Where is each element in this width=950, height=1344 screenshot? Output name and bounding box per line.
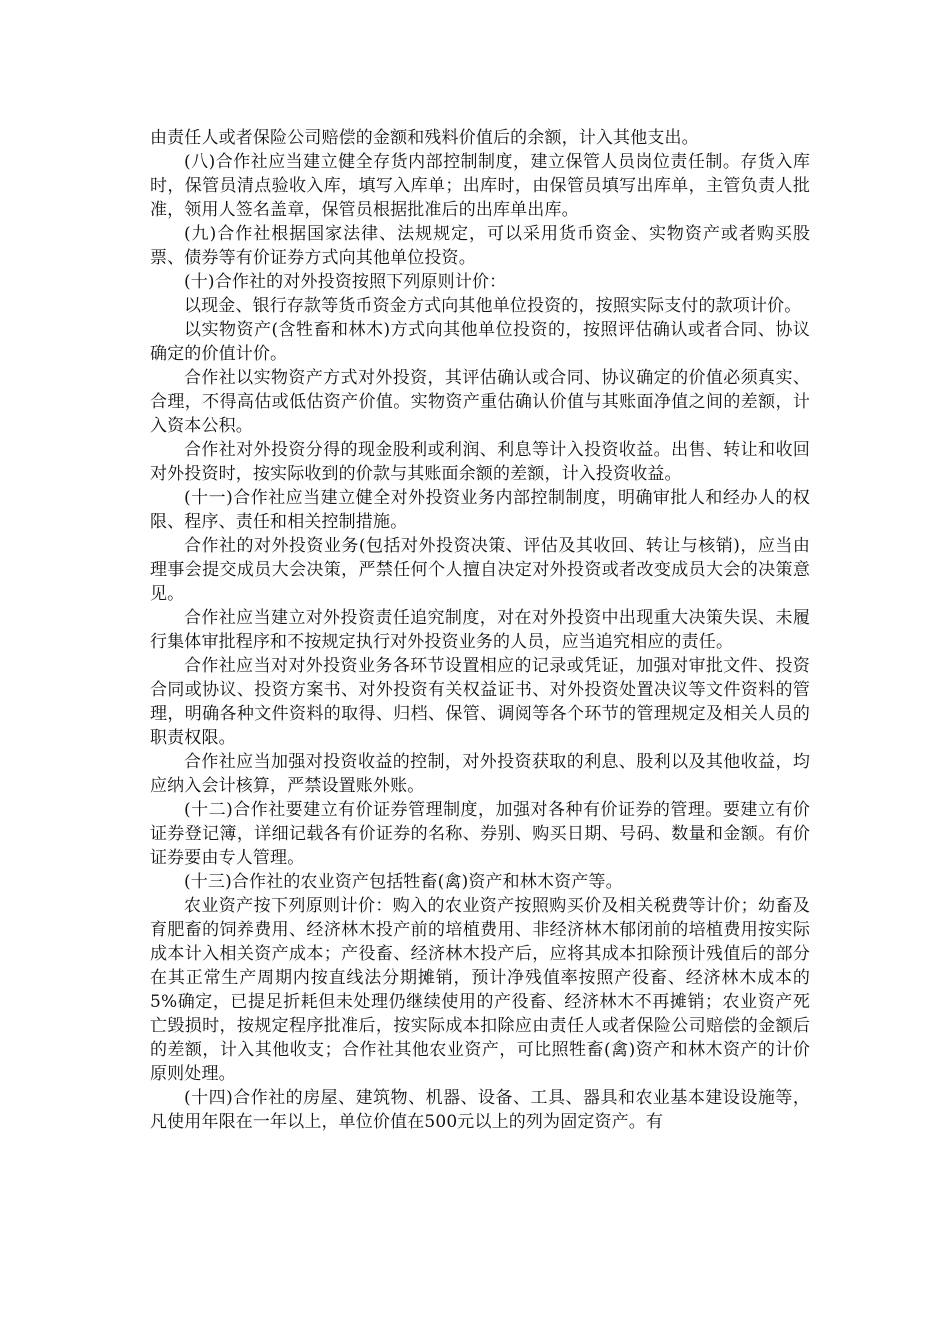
paragraph: 农业资产按下列原则计价：购入的农业资产按照购买价及相关税费等计价；幼畜及育肥畜的饲养费用、经济林木投产前的培植费用、非经济林木郁闭前的培植费用按实际成本计入相关资产成本；产役畜、经济林木投产后，应将其成本扣除预计残值后的部分在其正常生产周期内按直线法分期摊销，预计净残值率按照产役畜、经济林木成本的5%确定，已提足折耗但未处理仍继续使用的产役畜、经济林木不再摊销；农业资产死亡毁损时，按规定程序批准后，按实际成本扣除应由责任人或者保险公司赔偿的金额后的差额，计入其他收支；合作社其他农业资产，可比照牲畜(禽)资产和林木资产的计价原则处理。: [150, 896, 810, 1084]
paragraph: 合作社的对外投资业务(包括对外投资决策、评估及其收回、转让与核销)，应当由理事会提交成员大会决策，严禁任何个人擅自决定对外投资或者改变成员大会的决策意见。: [150, 536, 810, 604]
paragraph: (十三)合作社的农业资产包括牲畜(禽)资产和林木资产等。: [184, 872, 623, 892]
paragraph: (十四)合作社的房屋、建筑物、机器、设备、工具、器具和农业基本建设设施等，凡使用年限在一年以上，单位价值在500元以上的列为固定资产。有: [150, 1088, 810, 1132]
paragraph: 合作社应当对对外投资业务各环节设置相应的记录或凭证，加强对审批文件、投资合同或协议、投资方案书、对外投资有关权益证书、对外投资处置决议等文件资料的管理，明确各种文件资料的取得、归档、保管、调阅等各个环节的管理规定及相关人员的职责权限。: [150, 656, 810, 748]
paragraph: 以现金、银行存款等货币资金方式向其他单位投资的，按照实际支付的款项计价。: [184, 296, 802, 316]
paragraph: (九)合作社根据国家法律、法规规定，可以采用货币资金、实物资产或者购买股票、债券等有价证券方式向其他单位投资。: [150, 224, 810, 268]
paragraph: 以实物资产(含牲畜和林木)方式向其他单位投资的，按照评估确认或者合同、协议确定的价值计价。: [150, 320, 810, 364]
document-body: [150, 126, 810, 1134]
paragraph: 合作社应当建立对外投资责任追究制度，对在对外投资中出现重大决策失误、未履行集体审批程序和不按规定执行对外投资业务的人员，应当追究相应的责任。: [150, 608, 810, 652]
paragraph: (十二)合作社要建立有价证券管理制度，加强对各种有价证券的管理。要建立有价证券登记簿，详细记载各有价证券的名称、券别、购买日期、号码、数量和金额。有价证券要由专人管理。: [150, 800, 810, 868]
paragraph: 由责任人或者保险公司赔偿的金额和残料价值后的余额，计入其他支出。: [150, 128, 699, 148]
paragraph: 合作社以实物资产方式对外投资，其评估确认或合同、协议确定的价值必须真实、合理，不得高估或低估资产价值。实物资产重估确认价值与其账面净值之间的差额，计入资本公积。: [150, 368, 810, 436]
paragraph: (十一)合作社应当建立健全对外投资业务内部控制制度，明确审批人和经办人的权限、程序、责任和相关控制措施。: [150, 488, 810, 532]
paragraph: (十)合作社的对外投资按照下列原则计价：: [184, 272, 507, 292]
paragraph: (八)合作社应当建立健全存货内部控制制度，建立保管人员岗位责任制。存货入库时，保管员清点验收入库，填写入库单；出库时，由保管员填写出库单，主管负责人批准，领用人签名盖章，保管员根据批准后的出库单出库。: [150, 152, 810, 220]
paragraph: 合作社应当加强对投资收益的控制，对外投资获取的利息、股利以及其他收益，均应纳入会计核算，严禁设置账外账。: [150, 752, 810, 796]
paragraph: 合作社对外投资分得的现金股利或利润、利息等计入投资收益。出售、转让和收回对外投资时，按实际收到的价款与其账面余额的差额，计入投资收益。: [150, 440, 810, 484]
